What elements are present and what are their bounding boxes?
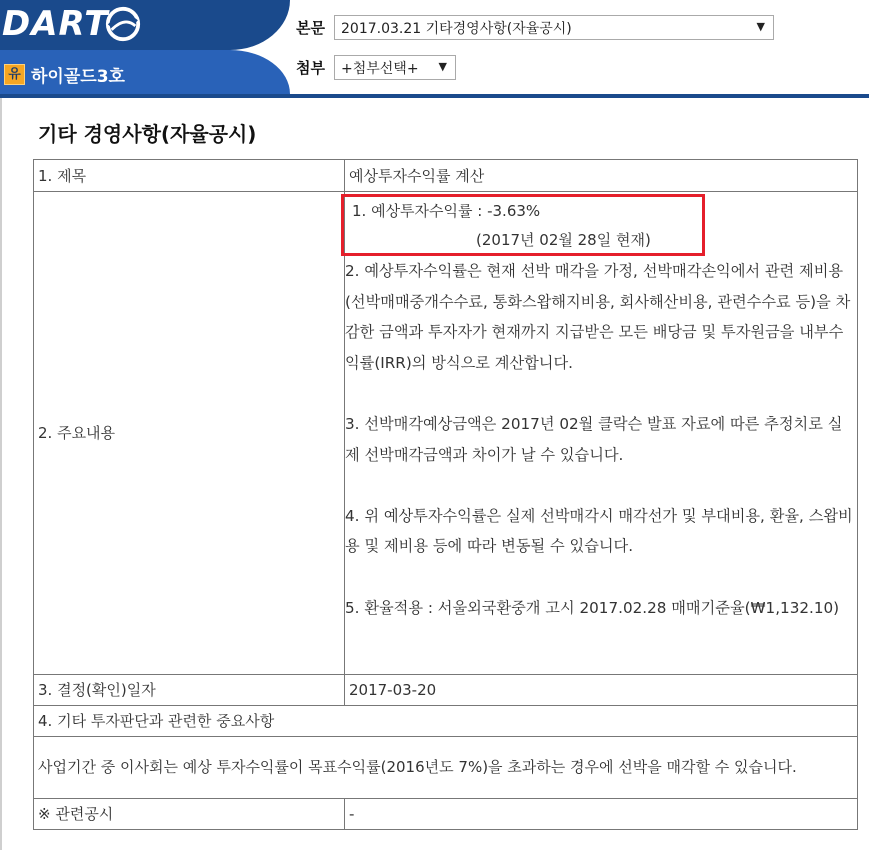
dart-header [0,0,869,98]
related-disclosure-label: ※ 관련공시 [34,799,345,830]
table-row [34,160,858,192]
body-select-value: 2017.03.21 기타경영사항(자율공시) [341,20,572,37]
main-paragraph-5: 5. 환율적용 : 서울외국환중개 고시 2017.02.28 매매기준율(₩1,132.10) [345,598,840,617]
company-name: 하이골드3호 [31,67,125,87]
main-paragraph-3: 3. 선박매각예상금액은 2017년 02월 클락슨 발표 자료에 따른 추정치로 실제 선박매각금액과 차이가 날 수 있습니다. [345,414,843,464]
dart-logo[interactable] [2,4,142,44]
related-disclosure-value: - [345,799,858,830]
body-label: 본문 [296,19,325,37]
subject-value: 예상투자수익률 계산 [345,160,858,192]
main-paragraph-4: 4. 위 예상투자수익률은 실제 선박매각시 매각선가 및 부대비용, 환율, 스왑비용 및 제비용 등에 따라 변동될 수 있습니다. [345,506,853,556]
table-row [34,799,858,830]
subject-label: 1. 제목 [34,160,345,192]
body-select-row [296,15,774,40]
attach-select[interactable] [334,55,456,80]
decision-date-value: 2017-03-20 [345,675,858,706]
other-matters-label: 4. 기타 투자판단과 관련한 중요사항 [34,706,858,737]
document-viewer [0,98,869,850]
logo-swirl-icon [104,5,142,43]
chevron-down-icon: ▼ [756,20,765,33]
return-rate-text: 1. 예상투자수익률 : -3.63% [352,202,541,220]
attach-label: 첨부 [296,59,325,77]
market-badge: 유 [4,64,25,85]
logo-text: DART [2,4,109,44]
table-row [34,706,858,737]
table-row [34,675,858,706]
page-title: 기타 경영사항(자율공시) [38,122,257,146]
main-content-text [345,256,855,623]
return-rate-highlight [341,194,705,256]
body-select[interactable] [334,15,774,40]
return-rate-date: (2017년 02월 28일 현재) [476,231,651,249]
attach-select-value: +첨부선택+ [341,60,419,77]
decision-date-label: 3. 결정(확인)일자 [34,675,345,706]
main-content-label: 2. 주요내용 [34,192,345,675]
main-paragraph-2: 2. 예상투자수익률은 현재 선박 매각을 가정, 선박매각손익에서 관련 제비용(선박매매중개수수료, 통화스왑해지비용, 회사해산비용, 관련수수료 등)을 차감한 금액과 투자자가 현재까지 지급받은 모든 배당금 및 투자원금을 내부수익률(IRR)의 방식으로 계산합니다. [345,262,851,372]
other-matters-value: 사업기간 중 이사회는 예상 투자수익률이 목표수익률(2016년도 7%)을 초과하는 경우에 선박을 매각할 수 있습니다. [34,737,858,799]
chevron-down-icon: ▼ [438,60,447,73]
company-info [4,62,125,87]
attach-select-row [296,55,456,80]
table-row [34,737,858,799]
